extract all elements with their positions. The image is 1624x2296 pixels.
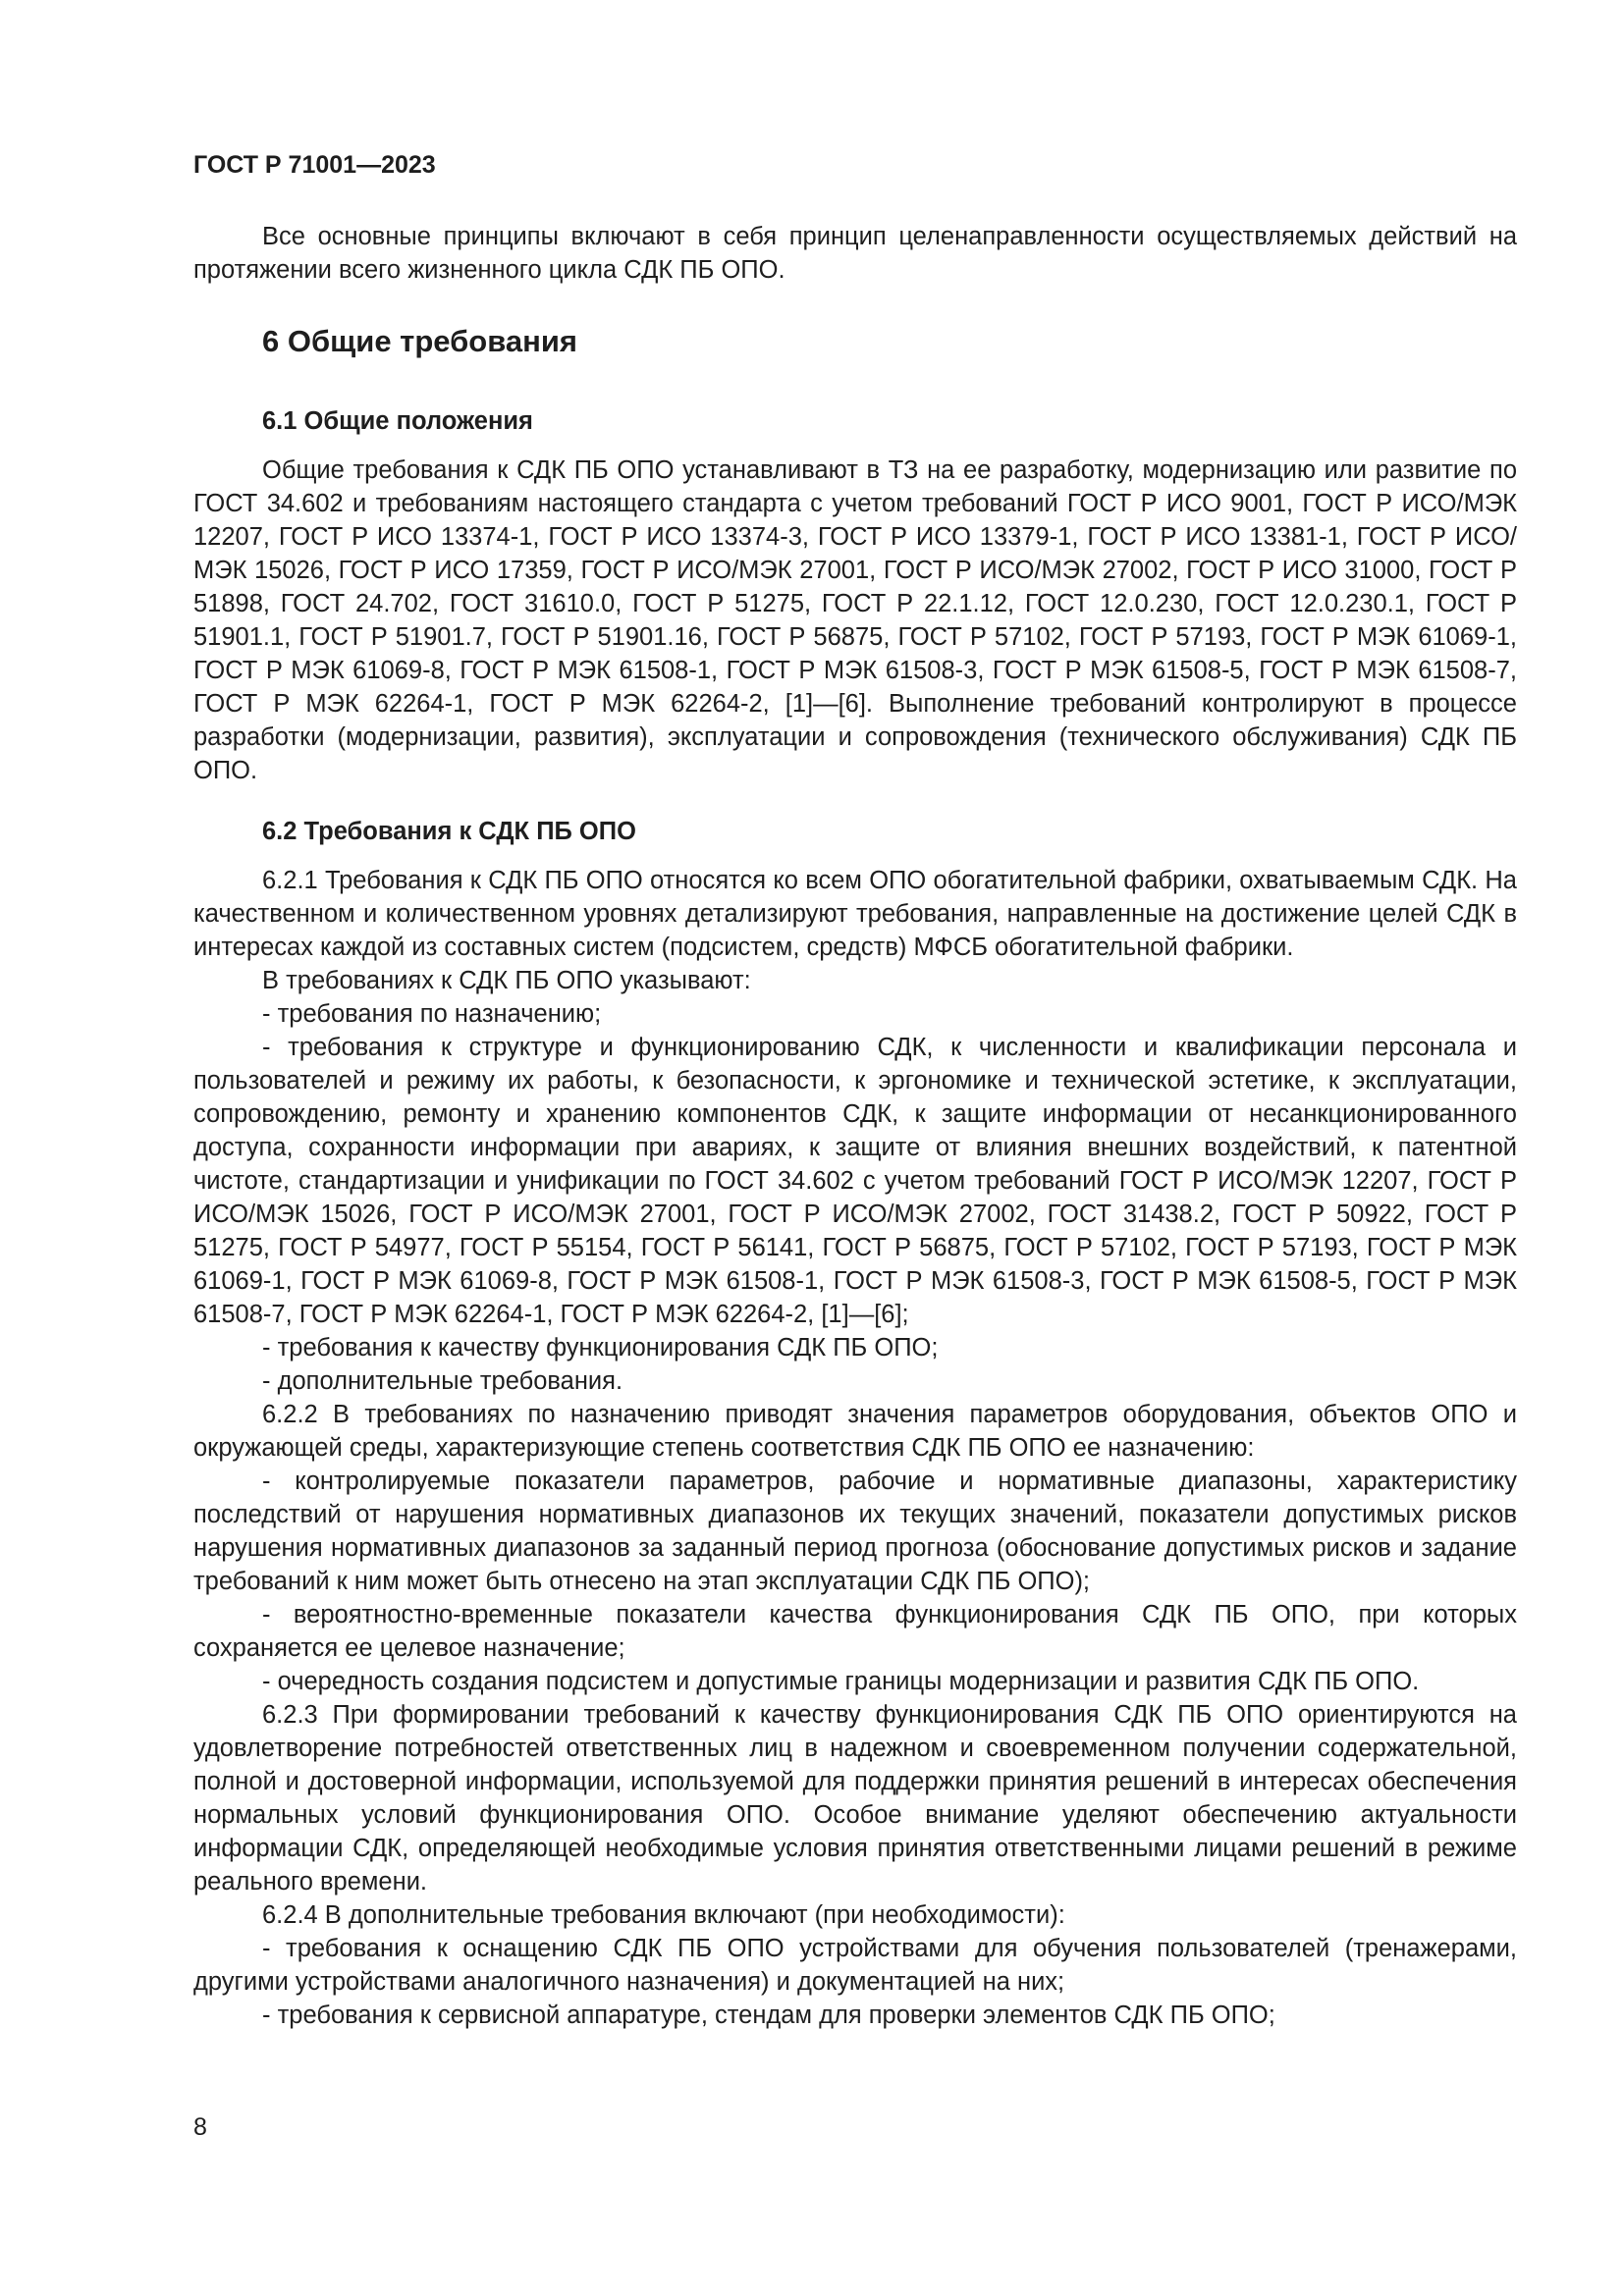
- paragraph-6-2-2: 6.2.2 В требованиях по назначению приводят значения параметров оборудования, объектов ОПО и окружающей среды, характеризующие степень соответствия СДК ПБ ОПО ее назначению:: [193, 1401, 1517, 1462]
- subsection-6-1-heading: 6.1 Общие положения: [262, 407, 533, 435]
- page-number: 8: [193, 2113, 207, 2141]
- document-page: [193, 147, 1517, 2032]
- paragraph-6-2-1-list-intro: В требованиях к СДК ПБ ОПО указывают:: [262, 967, 751, 994]
- list-item: - требования к структуре и функционированию СДК, к численности и квалификации персонала и пользователей и режиму их работы, к безопасности, к эргономике и технической эстетике, к эксплуатации, сопровождению, ремонту и хранению компонентов СДК, к защите информации от несанкционированного доступа, сохранности информации при авариях, к защите от влияния внешних воздействий, к патентной чистоте, стандартизации и унификации по ГОСТ 34.602 с учетом требований ГОСТ Р ИСО/МЭК 12207, ГОСТ Р ИСО/МЭК 15026, ГОСТ Р ИСО/МЭК 27001, ГОСТ Р ИСО/МЭК 27002, ГОСТ 31438.2, ГОСТ Р 50922, ГОСТ Р 51275, ГОСТ Р 54977, ГОСТ Р 55154, ГОСТ Р 56141, ГОСТ Р 56875, ГОСТ Р 57102, ГОСТ Р 57193, ГОСТ Р МЭК 61069-1, ГОСТ Р МЭК 61069-8, ГОСТ Р МЭК 61508-1, ГОСТ Р МЭК 61508-3, ГОСТ Р МЭК 61508-5, ГОСТ Р МЭК 61508-7, ГОСТ Р МЭК 62264-1, ГОСТ Р МЭК 62264-2, [1]—[6];: [193, 1034, 1517, 1328]
- list-item: - требования к оснащению СДК ПБ ОПО устройствами для обучения пользователей (тренажерами, другими устройствами аналогичного назначения) и документацией на них;: [193, 1935, 1517, 1996]
- paragraph-6-2-3: 6.2.3 При формировании требований к качеству функционирования СДК ПБ ОПО ориентируются на удовлетворение потребностей ответственных лиц в надежном и своевременном получении содержательной, полной и достоверной информации, используемой для поддержки принятия решений в интересах обеспечения нормальных условий функционирования ОПО. Особое внимание уделяют обеспечению актуальности информации СДК, определяющей необходимые условия принятия ответственными лицами решений в режиме реального времени.: [193, 1701, 1517, 1896]
- list-item: - требования к качеству функционирования СДК ПБ ОПО;: [262, 1334, 939, 1362]
- paragraph-6-2-4: 6.2.4 В дополнительные требования включают (при необходимости):: [262, 1901, 1065, 1929]
- list-item: - дополнительные требования.: [262, 1367, 623, 1395]
- paragraph-6-1: Общие требования к СДК ПБ ОПО устанавливают в ТЗ на ее разработку, модернизацию или развитие по ГОСТ 34.602 и требованиям настоящего стандарта с учетом требований ГОСТ Р ИСО 9001, ГОСТ Р ИСО/МЭК 12207, ГОСТ Р ИСО 13374-1, ГОСТ Р ИСО 13374-3, ГОСТ Р ИСО 13379-1, ГОСТ Р ИСО 13381-1, ГОСТ Р ИСО/МЭК 15026, ГОСТ Р ИСО 17359, ГОСТ Р ИСО/МЭК 27001, ГОСТ Р ИСО/МЭК 27002, ГОСТ Р ИСО 31000, ГОСТ Р 51898, ГОСТ 24.702, ГОСТ 31610.0, ГОСТ Р 51275, ГОСТ Р 22.1.12, ГОСТ 12.0.230, ГОСТ 12.0.230.1, ГОСТ Р 51901.1, ГОСТ Р 51901.7, ГОСТ Р 51901.16, ГОСТ Р 56875, ГОСТ Р 57102, ГОСТ Р 57193, ГОСТ Р МЭК 61069-1, ГОСТ Р МЭК 61069-8, ГОСТ Р МЭК 61508-1, ГОСТ Р МЭК 61508-3, ГОСТ Р МЭК 61508-5, ГОСТ Р МЭК 61508-7, ГОСТ Р МЭК 62264-1, ГОСТ Р МЭК 62264-2, [1]—[6]. Выполнение требований контролируют в процессе разработки (модернизации, развития), эксплуатации и сопровождения (технического обслуживания) СДК ПБ ОПО.: [193, 456, 1517, 784]
- document-header: ГОСТ Р 71001—2023: [193, 151, 436, 179]
- list-item: - контролируемые показатели параметров, рабочие и нормативные диапазоны, характеристику последствий от нарушения нормативных диапазонов их текущих значений, показатели допустимых рисков нарушения нормативных диапазонов за заданный период прогноза (обоснование допустимых рисков и задание требований к ним может быть отнесено на этап эксплуатации СДК ПБ ОПО);: [193, 1468, 1517, 1595]
- list-item: - требования к сервисной аппаратуре, стендам для проверки элементов СДК ПБ ОПО;: [262, 2002, 1275, 2029]
- list-item: - очередность создания подсистем и допустимые границы модернизации и развития СДК ПБ ОПО.: [262, 1668, 1420, 1695]
- list-item: - требования по назначению;: [262, 1000, 602, 1028]
- section-6-heading: 6 Общие требования: [262, 324, 577, 358]
- paragraph-6-2-1: 6.2.1 Требования к СДК ПБ ОПО относятся ко всем ОПО обогатительной фабрики, охватываемым СДК. На качественном и количественном уровнях детализируют требования, направленные на достижение целей СДК в интересах каждой из составных систем (подсистем, средств) МФСБ обогатительной фабрики.: [193, 867, 1517, 961]
- subsection-6-2-heading: 6.2 Требования к СДК ПБ ОПО: [262, 818, 636, 845]
- list-item: - вероятностно-временные показатели качества функционирования СДК ПБ ОПО, при которых сохраняется ее целевое назначение;: [193, 1601, 1517, 1662]
- intro-paragraph: Все основные принципы включают в себя принцип целенаправленности осуществляемых действий на протяжении всего жизненного цикла СДК ПБ ОПО.: [193, 223, 1517, 284]
